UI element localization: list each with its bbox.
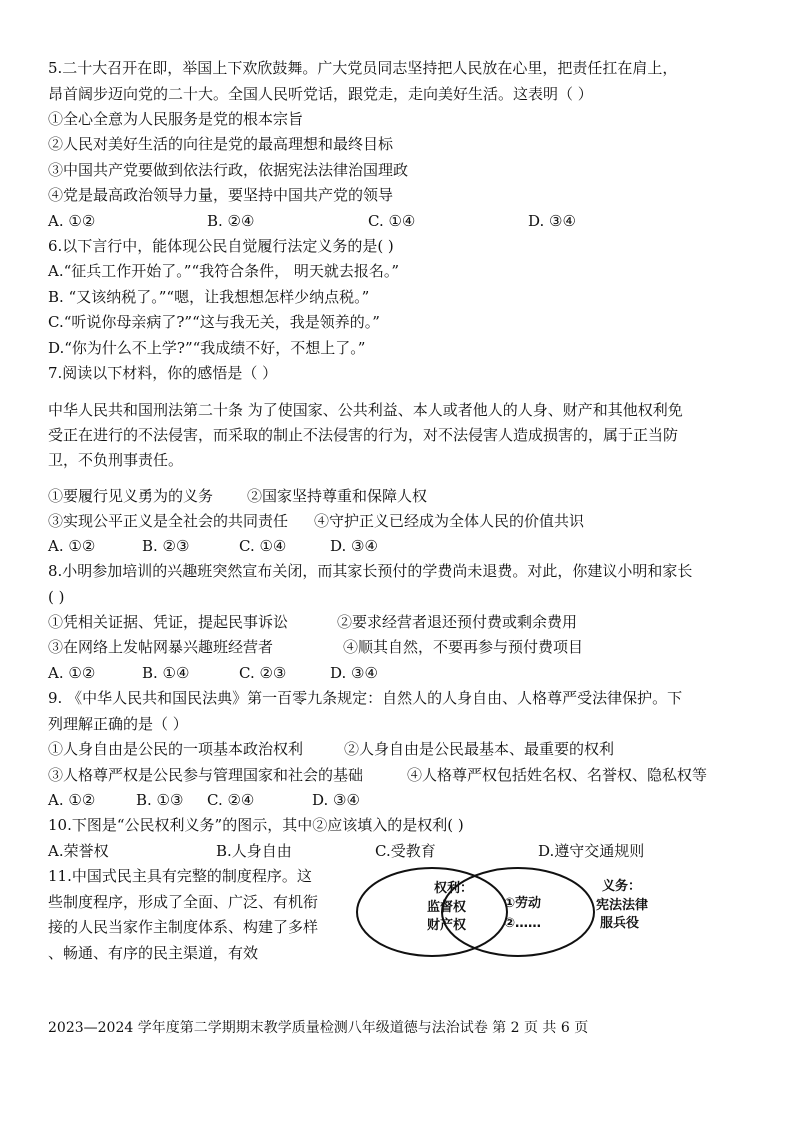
q7-statement-2: ②国家坚持尊重和保障人权 <box>247 487 428 505</box>
q8-stem-line1: 8.小明参加培训的兴趣班突然宣布关闭，而其家长预付的学费尚未退费。对此，你建议小明和家长 <box>48 562 693 580</box>
q8-statement-2: ②要求经营者退还预付费或剩余费用 <box>337 613 578 631</box>
q7-material-line3: 卫，不负刑事责任。 <box>48 451 184 469</box>
q11-line1: 11.中国式民主具有完整的制度程序。这 <box>48 867 312 885</box>
q11-line2: 些制度程序，形成了全面、广泛、有机衔 <box>48 893 319 911</box>
q5-statement-4: ④党是最高政治领导力量，要坚持中国共产党的领导 <box>48 186 394 204</box>
q8-option-a[interactable]: A. ①② <box>48 664 96 682</box>
q7-stem: 7.阅读以下材料，你的感悟是（ ） <box>48 364 278 382</box>
q10-stem: 10.下图是“公民权利义务”的图示，其中②应该填入的是权利( ) <box>48 816 464 834</box>
q7-statement-1: ①要履行见义勇为的义务 <box>48 487 214 505</box>
overlap-item-1: ①劳动 <box>504 896 542 911</box>
venn-circles <box>352 862 602 962</box>
rights-item-2: 财产权 <box>427 918 467 933</box>
q5-statement-1: ①全心全意为人民服务是党的根本宗旨 <box>48 110 304 128</box>
q6-option-b[interactable]: B. “又该纳税了。”“嗯，让我想想怎样少纳点税。” <box>48 288 370 306</box>
q5-statement-3: ③中国共产党要做到依法行政，依据宪法法律治国理政 <box>48 161 409 179</box>
q10-option-d[interactable]: D.遵守交通规则 <box>538 842 645 860</box>
q9-statement-1: ①人身自由是公民的一项基本政治权利 <box>48 740 304 758</box>
q8-statement-1: ①凭相关证据、凭证，提起民事诉讼 <box>48 613 289 631</box>
q9-option-d[interactable]: D. ③④ <box>312 791 360 809</box>
q5-stem-line1: 5.二十大召开在即，举国上下欢欣鼓舞。广大党员同志坚持把人民放在心里，把责任扛在肩上， <box>48 59 678 77</box>
q8-statement-4: ④顺其自然，不要再参与预付费项目 <box>343 638 584 656</box>
q8-option-d[interactable]: D. ③④ <box>330 664 378 682</box>
q7-option-d[interactable]: D. ③④ <box>330 537 378 555</box>
q5-option-a[interactable]: A. ①② <box>48 212 96 230</box>
overlap-item-2: ②…… <box>504 916 542 931</box>
q8-statement-3: ③在网络上发帖网暴兴趣班经营者 <box>48 638 274 656</box>
duties-item-2: 服兵役 <box>600 916 640 931</box>
q5-option-d[interactable]: D. ③④ <box>528 212 576 230</box>
q5-option-b[interactable]: B. ②④ <box>207 212 255 230</box>
q8-option-b[interactable]: B. ①④ <box>142 664 190 682</box>
rights-item-1: 监督权 <box>427 900 467 915</box>
q6-stem: 6.以下言行中，能体现公民自觉履行法定义务的是( ) <box>48 237 394 255</box>
duties-title-label: 义务： <box>602 879 642 894</box>
q7-material-line1: 中华人民共和国刑法第二十条 为了使国家、公共利益、本人或者他人的人身、财产和其他权利免 <box>48 401 683 419</box>
q11-line3: 接的人民当家作主制度体系、构建了多样 <box>48 918 319 936</box>
q9-option-b[interactable]: B. ①③ <box>136 791 184 809</box>
q5-stem-line2: 昂首阔步迈向党的二十大。全国人民听党话，跟党走，走向美好生活。这表明（ ） <box>48 85 593 103</box>
q9-statement-2: ②人身自由是公民最基本、最重要的权利 <box>344 740 615 758</box>
q7-option-a[interactable]: A. ①② <box>48 537 96 555</box>
q7-material-line2: 受正在进行的不法侵害，而采取的制止不法侵害的行为，对不法侵害人造成损害的，属于正当防 <box>48 426 679 444</box>
q9-option-c[interactable]: C. ②④ <box>207 791 255 809</box>
rights-title: 权利： <box>434 881 474 896</box>
q10-option-c[interactable]: C.受教育 <box>375 842 436 860</box>
q6-option-a[interactable]: A.“征兵工作开始了。”“我符合条件， 明天就去报名。” <box>48 262 400 280</box>
q11-line4: 、畅通、有序的民主渠道，有效 <box>48 944 259 962</box>
q6-option-c[interactable]: C.“听说你母亲病了?”“这与我无关，我是领养的。” <box>48 313 380 331</box>
duties-item-1: 宪法法律 <box>596 898 649 913</box>
q7-statement-4: ④守护正义已经成为全体人民的价值共识 <box>314 512 585 530</box>
q9-statement-4: ④人格尊严权包括姓名权、名誉权、隐私权等 <box>407 766 708 784</box>
q9-statement-3: ③人格尊严权是公民参与管理国家和社会的基础 <box>48 766 364 784</box>
q7-statement-3: ③实现公平正义是全社会的共同责任 <box>48 512 289 530</box>
q9-stem-line2: 列理解正确的是（ ） <box>48 715 188 733</box>
q9-stem-line1: 9. 《中华人民共和国民法典》第一百零九条规定：自然人的人身自由、人格尊严受法律保护。下 <box>48 689 683 707</box>
q10-option-a[interactable]: A.荣誉权 <box>48 842 109 860</box>
rights-duties-venn-diagram <box>352 862 602 962</box>
q7-option-b[interactable]: B. ②③ <box>142 537 190 555</box>
q10-option-b[interactable]: B.人身自由 <box>216 842 292 860</box>
q5-statement-2: ②人民对美好生活的向往是党的最高理想和最终目标 <box>48 135 394 153</box>
q7-option-c[interactable]: C. ①④ <box>239 537 287 555</box>
q8-option-c[interactable]: C. ②③ <box>239 664 287 682</box>
q5-option-c[interactable]: C. ①④ <box>368 212 416 230</box>
q6-option-d[interactable]: D.“你为什么不上学?”“我成绩不好，不想上了。” <box>48 339 366 357</box>
page-footer: 2023—2024 学年度第二学期期末教学质量检测八年级道德与法治试卷 第 2 页 共 6 页 <box>48 1020 589 1036</box>
q8-stem-line2: ( ) <box>48 588 65 606</box>
q9-option-a[interactable]: A. ①② <box>48 791 96 809</box>
